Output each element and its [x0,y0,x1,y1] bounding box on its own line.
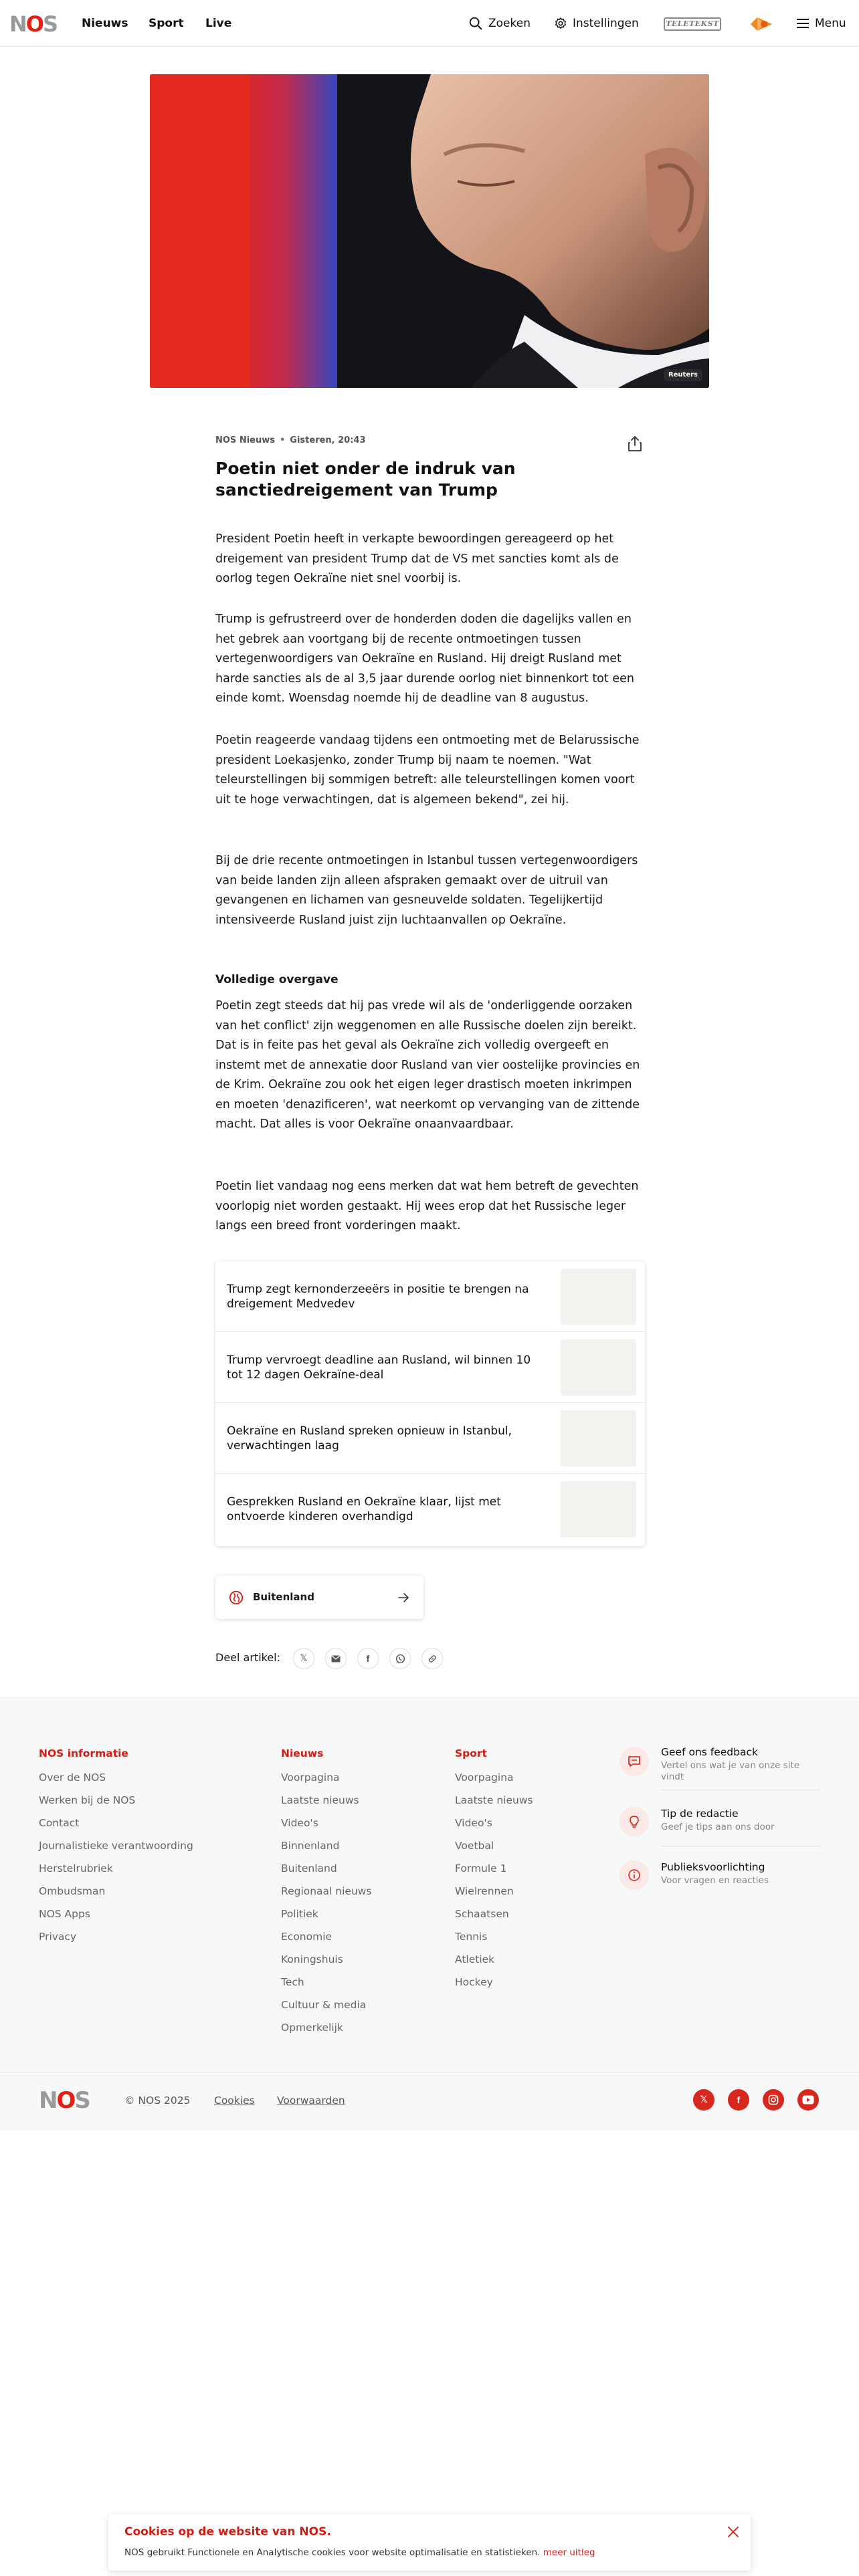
footer-link[interactable]: Journalistieke verantwoording [39,1840,193,1852]
info-icon-wrap[interactable] [619,1860,649,1890]
hero-image [150,74,709,388]
article-time: Gisteren, 20:43 [290,435,366,445]
related-title: Trump vervroegt deadline aan Rusland, wil binnen 10 tot 12 dagen Oekraïne-deal [227,1354,531,1382]
cookie-more-link[interactable]: meer uitleg [543,2547,595,2558]
nos-logo[interactable]: NOS [9,11,58,37]
mail-icon [331,1655,341,1662]
related-article[interactable] [215,1261,645,1332]
feedback-sub: Vertel ons wat je van onze site vindt [661,1760,800,1782]
arrow-right-icon [397,1592,409,1604]
cookie-text-body: NOS gebruikt Functionele en Analytische cookies voor website optimalisatie en statistieken. [124,2547,541,2558]
x-icon: 𝕏 [300,1653,308,1664]
footer-link[interactable]: Politiek [281,1908,318,1920]
nav-sport[interactable]: Sport [149,17,184,30]
related-title: Oekraïne en Rusland spreken opnieuw in Istanbul, verwachtingen laag [227,1424,512,1453]
footer-link[interactable]: Herstelrubriek [39,1862,113,1874]
footer-link[interactable]: Contact [39,1817,80,1829]
search-icon [468,16,483,31]
footer-link[interactable]: Economie [281,1931,332,1943]
article-paragraph: Bij de drie recente ontmoetingen in Istanbul tussen vertegenwoordigers van beide landen zijn alleen afspraken gemaakt over de uitruil van gevangenen en lichamen van gesneuvelde soldaten. Tegelijkertijd intensiveerde Rusland juist zijn luchtaanvallen op Oekraïne. [215,854,638,927]
footer-nos-logo[interactable]: NOS [39,2087,90,2114]
menu-label: Menu [815,17,846,30]
footer-link[interactable]: Tennis [455,1931,488,1943]
footer-link[interactable]: Voorpagina [455,1772,514,1784]
tip-title[interactable]: Tip de redactie [661,1808,739,1820]
footer-link[interactable]: Voetbal [455,1840,494,1852]
gear-icon [554,17,567,30]
link-icon [427,1654,438,1664]
cookie-banner [108,2514,751,2571]
footer-link[interactable]: Atletiek [455,1953,495,1965]
footer-heading-col3[interactable]: Sport [455,1747,487,1759]
x-social-icon[interactable]: 𝕏 [693,2089,714,2111]
related-title: Trump zegt kernonderzeeërs in positie te brengen na dreigement Medvedev [227,1283,529,1311]
youtube-social-icon[interactable] [797,2089,819,2111]
terms-link[interactable]: Voorwaarden [277,2095,345,2107]
related-thumbnail [561,1481,636,1537]
footer-link[interactable]: Opmerkelijk [281,2022,343,2034]
feedback-icon-wrap[interactable] [619,1747,649,1776]
meta-separator: • [279,435,286,445]
whatsapp-icon [395,1654,405,1664]
menu-button[interactable] [796,15,846,32]
article-title: Poetin niet onder de indruk van sanctiedreigement van Trump [215,459,516,500]
share-link-button[interactable] [421,1648,443,1669]
share-mail-button[interactable] [325,1648,347,1669]
footer-heading-col1[interactable]: NOS informatie [39,1747,128,1759]
footer-link[interactable]: Voorpagina [281,1772,340,1784]
teletekst-logo[interactable]: TELETEKST [664,17,721,31]
share-whatsapp-button[interactable] [389,1648,411,1669]
lightbulb-icon [628,1815,640,1828]
feedback-icon [628,1755,641,1767]
footer-heading-col2[interactable]: Nieuws [281,1747,324,1759]
copyright: © NOS 2025 [124,2095,191,2107]
footer-link[interactable]: Koningshuis [281,1953,343,1965]
footer-link[interactable]: NOS Apps [39,1908,90,1920]
footer-link[interactable]: Wielrennen [455,1885,514,1897]
footer-link[interactable]: Buitenland [281,1862,337,1874]
search-label: Zoeken [488,17,531,30]
related-thumbnail [561,1269,636,1325]
article-paragraph: President Poetin heeft in verkapte bewoordingen gereageerd op het dreigement van president Trump dat de VS met sancties komt als de oorlog tegen Oekraïne niet snel voorbij is. [215,532,619,585]
share-facebook-button[interactable] [357,1648,379,1669]
footer-link[interactable]: Hockey [455,1976,493,1988]
cookie-title: Cookies op de website van NOS. [124,2525,331,2539]
share-label: Deel artikel: [215,1651,281,1664]
share-icon[interactable] [627,435,643,452]
tip-sub: Geef je tips aan ons door [661,1822,775,1832]
cookie-text [124,2547,595,2559]
related-article[interactable] [215,1332,645,1403]
footer-link[interactable]: Over de NOS [39,1772,106,1784]
npo-start-icon[interactable] [749,15,773,33]
footer-link[interactable]: Video's [281,1817,318,1829]
article-paragraph: Poetin zegt steeds dat hij pas vrede wil als de 'onderliggende oorzaken van het conflict' zijn weggenomen en alle Russische doelen zijn bereikt. Dat is in feite pas het geval als Oekraïne zich volledig overgeeft en instemt met de annexatie door Rusland van vier oostelijke provincies en de Krim. Oekraïne zou ook het eigen leger drastisch moeten inkrimpen en moeten 'denazificeren', wat neerkomt op vervanging van de zittende macht. Dat alles is voor Oekraïne onaanvaardbaar. [215,999,640,1131]
topic-tag-buitenland[interactable] [215,1576,423,1619]
publieksvoorlichting-title[interactable]: Publieksvoorlichting [661,1861,765,1873]
putin-photo [150,74,709,388]
footer-link[interactable]: Laatste nieuws [281,1794,359,1806]
related-title: Gesprekken Rusland en Oekraïne klaar, lijst met ontvoerde kinderen overhandigd [227,1495,501,1523]
search-button[interactable] [468,15,531,32]
related-article[interactable] [215,1474,645,1545]
footer-link[interactable]: Ombudsman [39,1885,106,1897]
footer-link[interactable]: Werken bij de NOS [39,1794,136,1806]
nav-nieuws[interactable]: Nieuws [82,17,128,30]
settings-label: Instellingen [573,17,639,30]
cookies-link[interactable]: Cookies [214,2095,255,2107]
article-source: NOS Nieuws [215,435,275,445]
footer-link[interactable]: Privacy [39,1931,77,1943]
related-thumbnail [561,1339,636,1396]
article-meta [215,435,645,447]
info-icon [628,1868,641,1882]
tag-label: Buitenland [253,1591,314,1603]
facebook-icon: f [366,1653,370,1664]
share-x-button[interactable] [293,1648,314,1669]
feedback-title[interactable]: Geef ons feedback [661,1746,758,1758]
related-articles [215,1261,645,1546]
publieksvoorlichting-sub: Voor vragen en reacties [661,1875,769,1886]
footer-link[interactable]: Video's [455,1817,492,1829]
settings-button[interactable] [554,15,639,32]
article-paragraph: Trump is gefrustreerd over de honderden doden die dagelijks vallen en het gebrek aan voortgang bij de recente ontmoetingen tussen vertegenwoordigers van Oekraïne en Rusland. Hij dreigt Rusland met harde sancties als de al 3,5 jaar durende oorlog niet binnenkort tot een einde komt. Woensdag noemde hij de deadline van 8 augustus. [215,613,634,705]
footer-link[interactable]: Laatste nieuws [455,1794,533,1806]
footer-link[interactable]: Regionaal nieuws [281,1885,372,1897]
facebook-social-icon[interactable]: f [728,2089,749,2111]
article-paragraph: Poetin liet vandaag nog eens merken dat wat hem betreft de gevechten voorlopig niet worden gestaakt. Hij wees erop dat het Russische leger langs een breed front vorderingen maakt. [215,1180,639,1232]
close-icon[interactable] [725,2524,741,2540]
hamburger-icon [796,17,809,29]
instagram-social-icon[interactable] [763,2089,784,2111]
article-paragraph: Poetin reageerde vandaag tijdens een ontmoeting met de Belarussische president Loekasjenko, zonder Trump bij naam te noemen. "Wat teleurstellingen bij sommigen betreft: alle teleurstellingen komen voort uit te hoge verwachtingen, dat is algemeen bekend", zei hij. [215,734,640,807]
footer-link[interactable]: Formule 1 [455,1862,507,1874]
footer-link[interactable]: Cultuur & media [281,1999,367,2011]
site-header [0,0,859,47]
related-article[interactable] [215,1403,645,1474]
footer-link[interactable]: Schaatsen [455,1908,509,1920]
globe-icon [229,1590,244,1605]
related-thumbnail [561,1410,636,1467]
photo-credit: Reuters [664,369,702,381]
tip-icon-wrap[interactable] [619,1807,649,1836]
nav-live[interactable]: Live [205,17,232,30]
footer-link[interactable]: Binnenland [281,1840,340,1852]
footer-link[interactable]: Tech [281,1976,304,1988]
article-subheading: Volledige overgave [215,973,339,986]
